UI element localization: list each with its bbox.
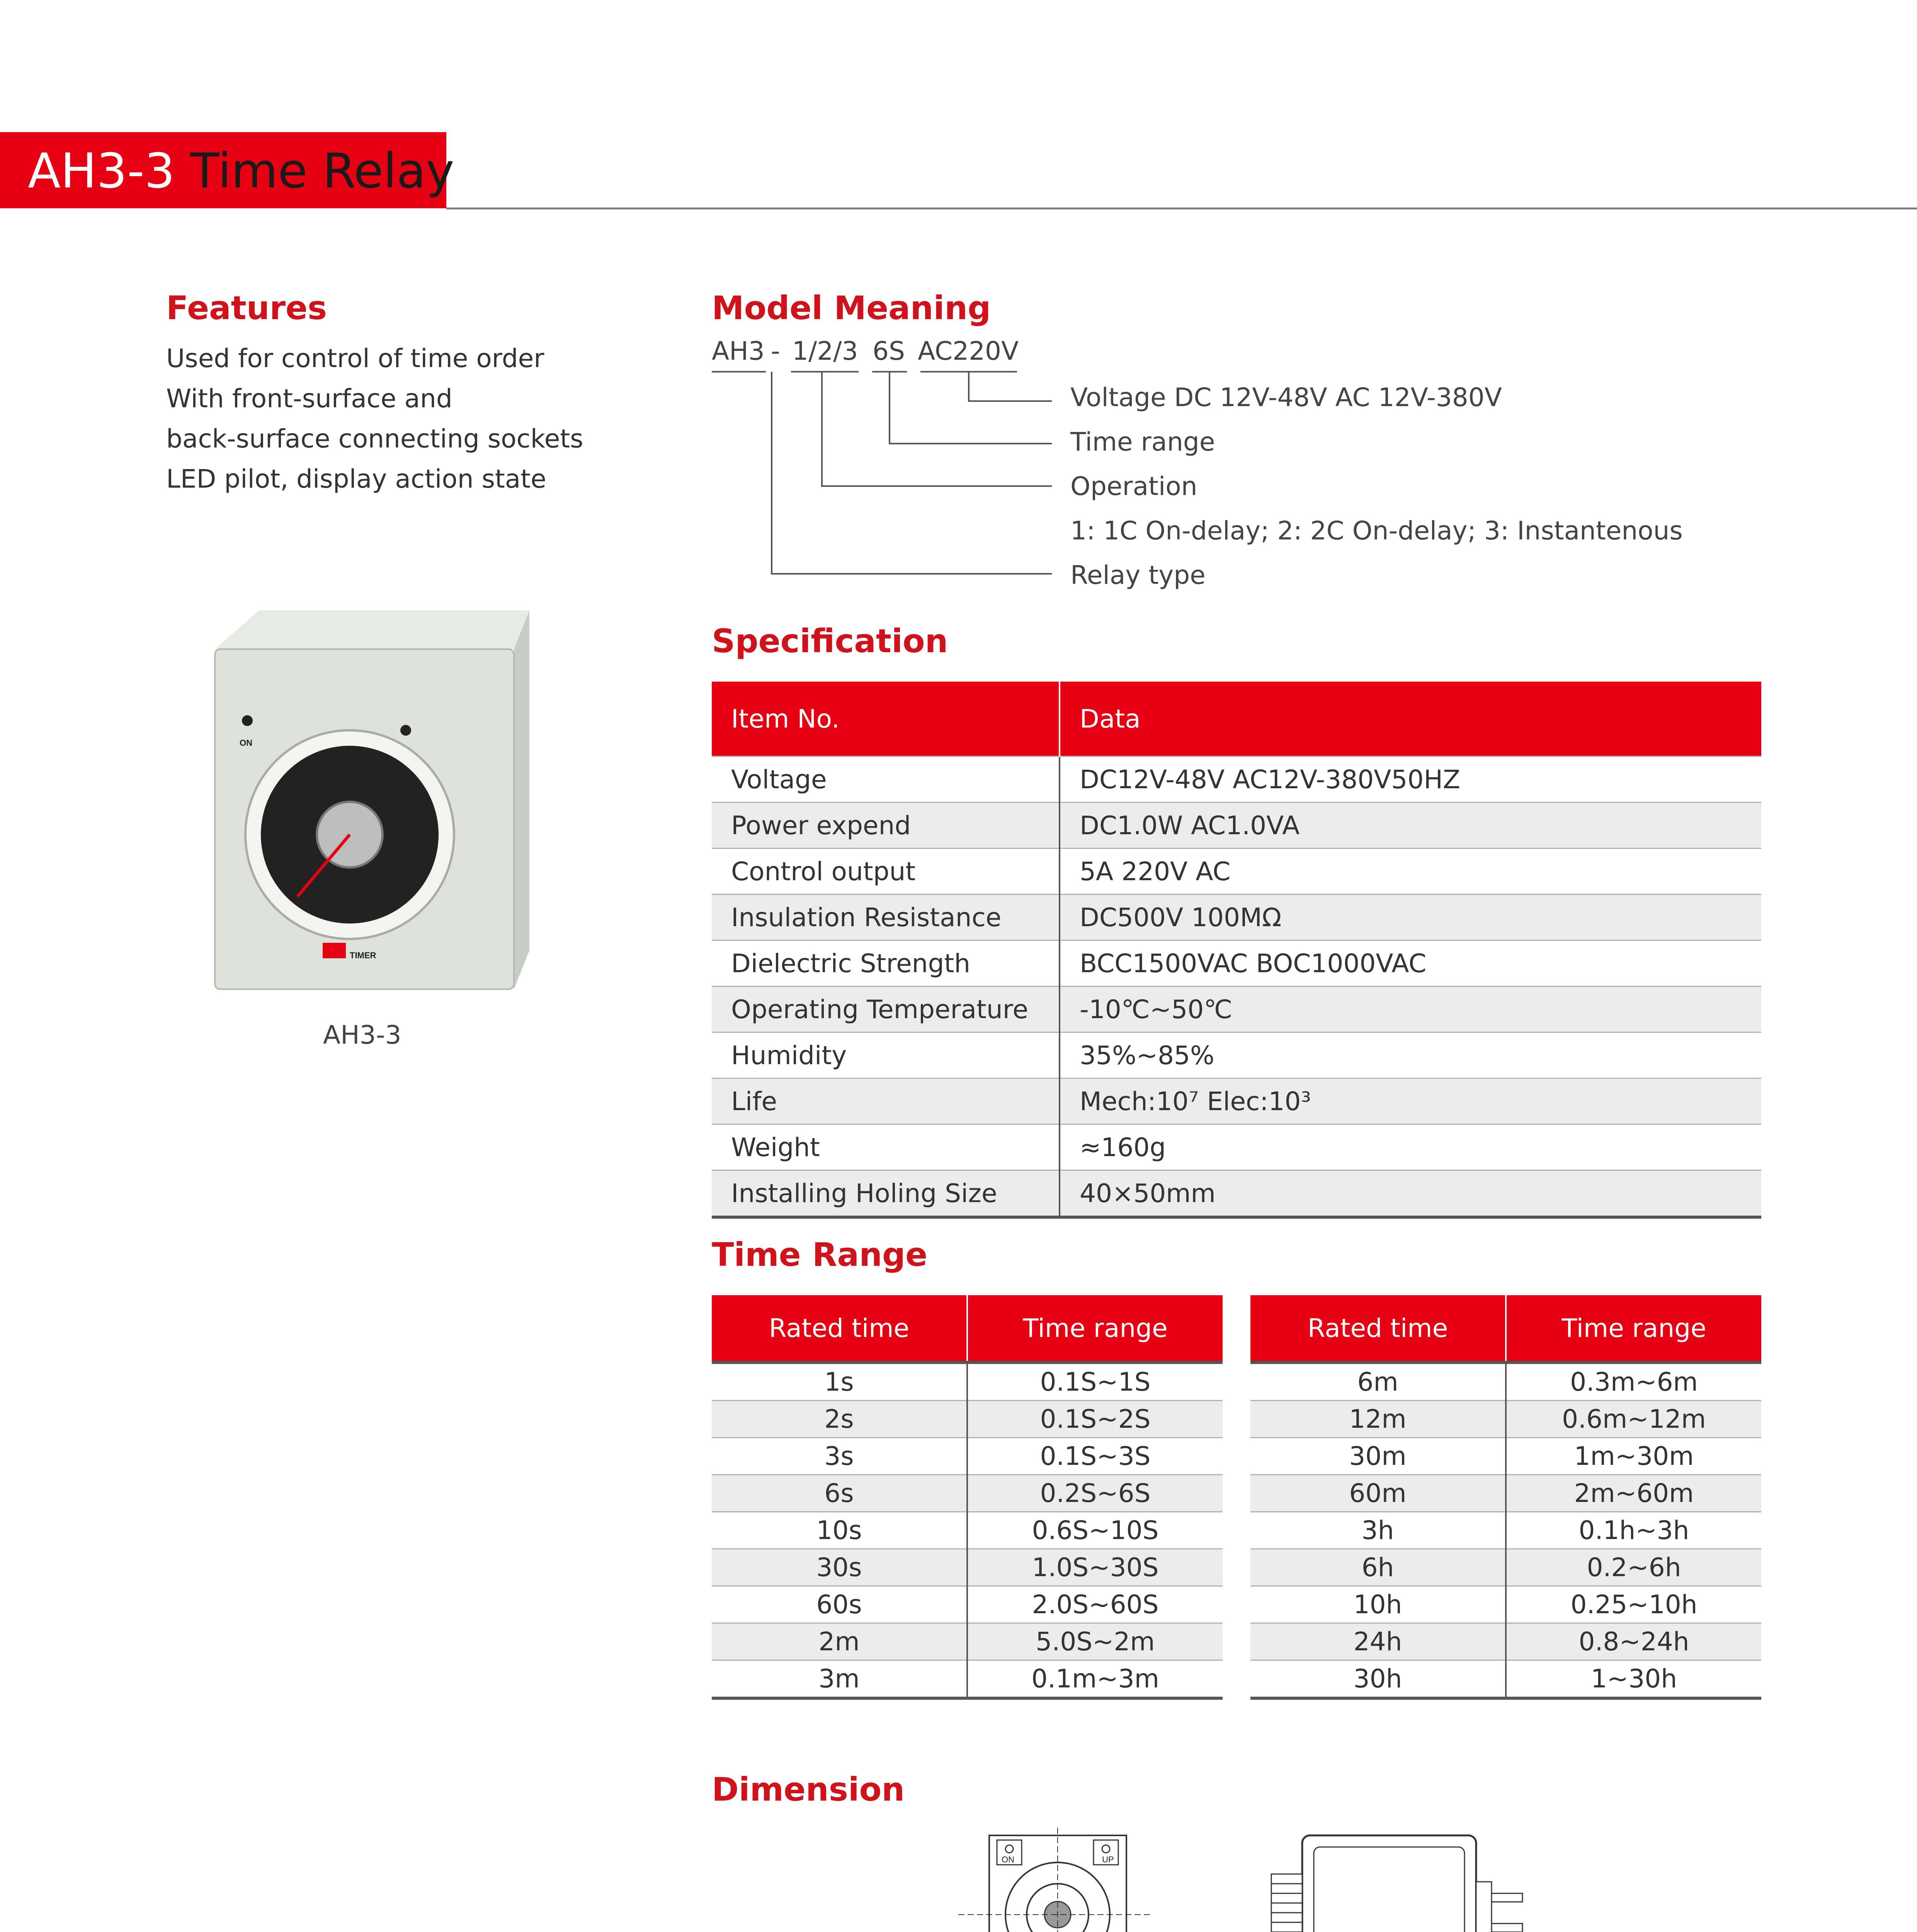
time-range-value: 0.6S~10S [967,1512,1223,1549]
spec-value: Mech:10⁷ Elec:10³ [1060,1078,1761,1124]
features-line: With front-surface and [166,384,452,413]
dial-number: 40 [363,788,373,798]
rated-time: 2s [712,1401,967,1438]
time-range-value: 0.6m~12m [1506,1401,1761,1438]
column-header: Rated time [712,1295,967,1362]
title-rule [446,207,1917,209]
table-row [712,1586,1223,1623]
table-row [712,1475,1223,1512]
specification-table [712,682,1761,1219]
page-title [28,133,454,209]
spec-item: Voltage [712,757,1060,803]
model-line: Time range [1070,427,1215,457]
time-range-value: 1m~30m [1506,1438,1761,1475]
column-header: Rated time [1250,1295,1506,1362]
timer-brand: TIMER [350,951,376,960]
model-line: Operation [1070,471,1197,501]
rated-time: 6m [1250,1362,1506,1401]
table-row [1250,1586,1761,1623]
model-code-sep: - [771,336,780,366]
time-range-value: 0.2S~6S [967,1475,1223,1512]
spec-value: BCC1500VAC BOC1000VAC [1060,940,1761,986]
side-view-drawing [1256,1828,1534,1932]
features-line: back-surface connecting sockets [166,424,583,454]
table-row [712,1032,1761,1078]
spec-value: DC500V 100MΩ [1060,895,1761,940]
rated-time: 1s [712,1362,967,1401]
dial-number: 30 [321,765,330,775]
rated-time: 6s [712,1475,967,1512]
time-range-value: 0.1S~3S [967,1438,1223,1475]
dial-number: 60 [390,881,400,891]
spec-value: DC1.0W AC1.0VA [1060,803,1761,849]
table-row [1250,1512,1761,1549]
column-header: Data [1060,682,1761,757]
features-line: Used for control of time order [166,344,544,373]
product-photo [193,603,541,1012]
spec-value: 35%~85% [1060,1032,1761,1078]
time-range-value: 0.2~6h [1506,1549,1761,1586]
model-meaning-leaders [712,367,1060,583]
rated-time: 10s [712,1512,967,1549]
table-header-row [1250,1295,1761,1362]
table-row [712,1623,1223,1660]
model-line: 1: 1C On-delay; 2: 2C On-delay; 3: Instantenous [1070,516,1683,546]
spec-value: -10℃~50℃ [1060,986,1761,1032]
time-range-table-right [1250,1295,1761,1700]
front-on-label: ON [1002,1855,1014,1864]
table-row [712,940,1761,986]
table-row [712,757,1761,803]
rated-time: 3s [712,1438,967,1475]
dimension-heading: Dimension [712,1770,905,1808]
column-header: Time range [1506,1295,1761,1362]
table-row [712,1170,1761,1218]
time-range-value: 1.0S~30S [967,1549,1223,1586]
spec-value: ≈160g [1060,1124,1761,1170]
features-heading: Features [166,289,327,327]
spec-item: Humidity [712,1032,1060,1078]
time-range-value: 5.0S~2m [967,1623,1223,1660]
time-range-value: 0.1h~3h [1506,1512,1761,1549]
spec-item: Power expend [712,803,1060,849]
column-header: Item No. [712,682,1060,757]
time-range-value: 0.25~10h [1506,1586,1761,1623]
table-row [712,895,1761,940]
time-range-value: 0.8~24h [1506,1623,1761,1660]
time-range-value: 1~30h [1506,1660,1761,1699]
spec-item: Operating Temperature [712,986,1060,1032]
dial-number: 50 [388,827,398,837]
spec-item: Life [712,1078,1060,1124]
column-header: Time range [967,1295,1223,1362]
table-header-row [712,682,1761,757]
title-model: AH3-3 [28,143,175,199]
table-row [712,1078,1761,1124]
rated-time: 10h [1250,1586,1506,1623]
table-row [1250,1623,1761,1660]
spec-item: Insulation Resistance [712,895,1060,940]
model-meaning-heading: Model Meaning [712,289,991,327]
spec-item: Control output [712,849,1060,895]
table-row [712,1660,1223,1699]
table-row [1250,1362,1761,1401]
table-header-row [712,1295,1223,1362]
spec-item: Weight [712,1124,1060,1170]
minutes-label: MINUTES [305,900,344,910]
table-row [1250,1438,1761,1475]
specification-heading: Specification [712,622,948,660]
front-up-label: UP [1102,1855,1114,1864]
table-row [712,803,1761,849]
time-range-value: 0.3m~6m [1506,1362,1761,1401]
rated-time: 24h [1250,1623,1506,1660]
model-code-p4: AC220V [918,336,1019,366]
rated-time: 30s [712,1549,967,1586]
spec-value: DC12V-48V AC12V-380V50HZ [1060,757,1761,803]
time-range-value: 2.0S~60S [967,1586,1223,1623]
table-row [712,1124,1761,1170]
dial-number: 20 [282,781,292,790]
rated-time: 3m [712,1660,967,1699]
table-row [1250,1660,1761,1699]
title-name: Time Relay [190,143,454,199]
rated-time: 6h [1250,1549,1506,1586]
on-label: ON [240,738,252,748]
rated-time: 60s [712,1586,967,1623]
model-code-p2: 1/2/3 [792,336,858,366]
spec-item: Installing Holing Size [712,1170,1060,1218]
table-row [712,986,1761,1032]
rated-time: 60m [1250,1475,1506,1512]
model-line: Voltage DC 12V-48V AC 12V-380V [1070,383,1502,412]
time-range-value: 0.1S~2S [967,1401,1223,1438]
table-row [712,1549,1223,1586]
spec-item: Dielectric Strength [712,940,1060,986]
rated-time: 3h [1250,1512,1506,1549]
table-row [712,849,1761,895]
table-row [1250,1475,1761,1512]
time-range-value: 0.1S~1S [967,1362,1223,1401]
model-code-p1: AH3 [712,336,765,366]
rated-time: 30m [1250,1438,1506,1475]
table-row [712,1438,1223,1475]
time-range-table-left [712,1295,1223,1700]
table-row [1250,1549,1761,1586]
table-row [712,1362,1223,1401]
table-row [712,1401,1223,1438]
features-line: LED pilot, display action state [166,464,546,494]
table-row [712,1512,1223,1549]
rated-time: 30h [1250,1660,1506,1699]
rated-time: 2m [712,1623,967,1660]
rated-time: 12m [1250,1401,1506,1438]
time-range-heading: Time Range [712,1236,928,1274]
spec-value: 5A 220V AC [1060,849,1761,895]
spec-value: 40×50mm [1060,1170,1761,1218]
product-caption: AH3-3 [323,1020,401,1050]
dial-number: 10 [262,819,272,829]
time-range-value: 0.1m~3m [967,1660,1223,1699]
time-range-value: 2m~60m [1506,1475,1761,1512]
front-view-drawing [958,1828,1152,1932]
model-line: Relay type [1070,560,1206,590]
model-code-p3: 6S [873,336,905,366]
table-row [1250,1401,1761,1438]
